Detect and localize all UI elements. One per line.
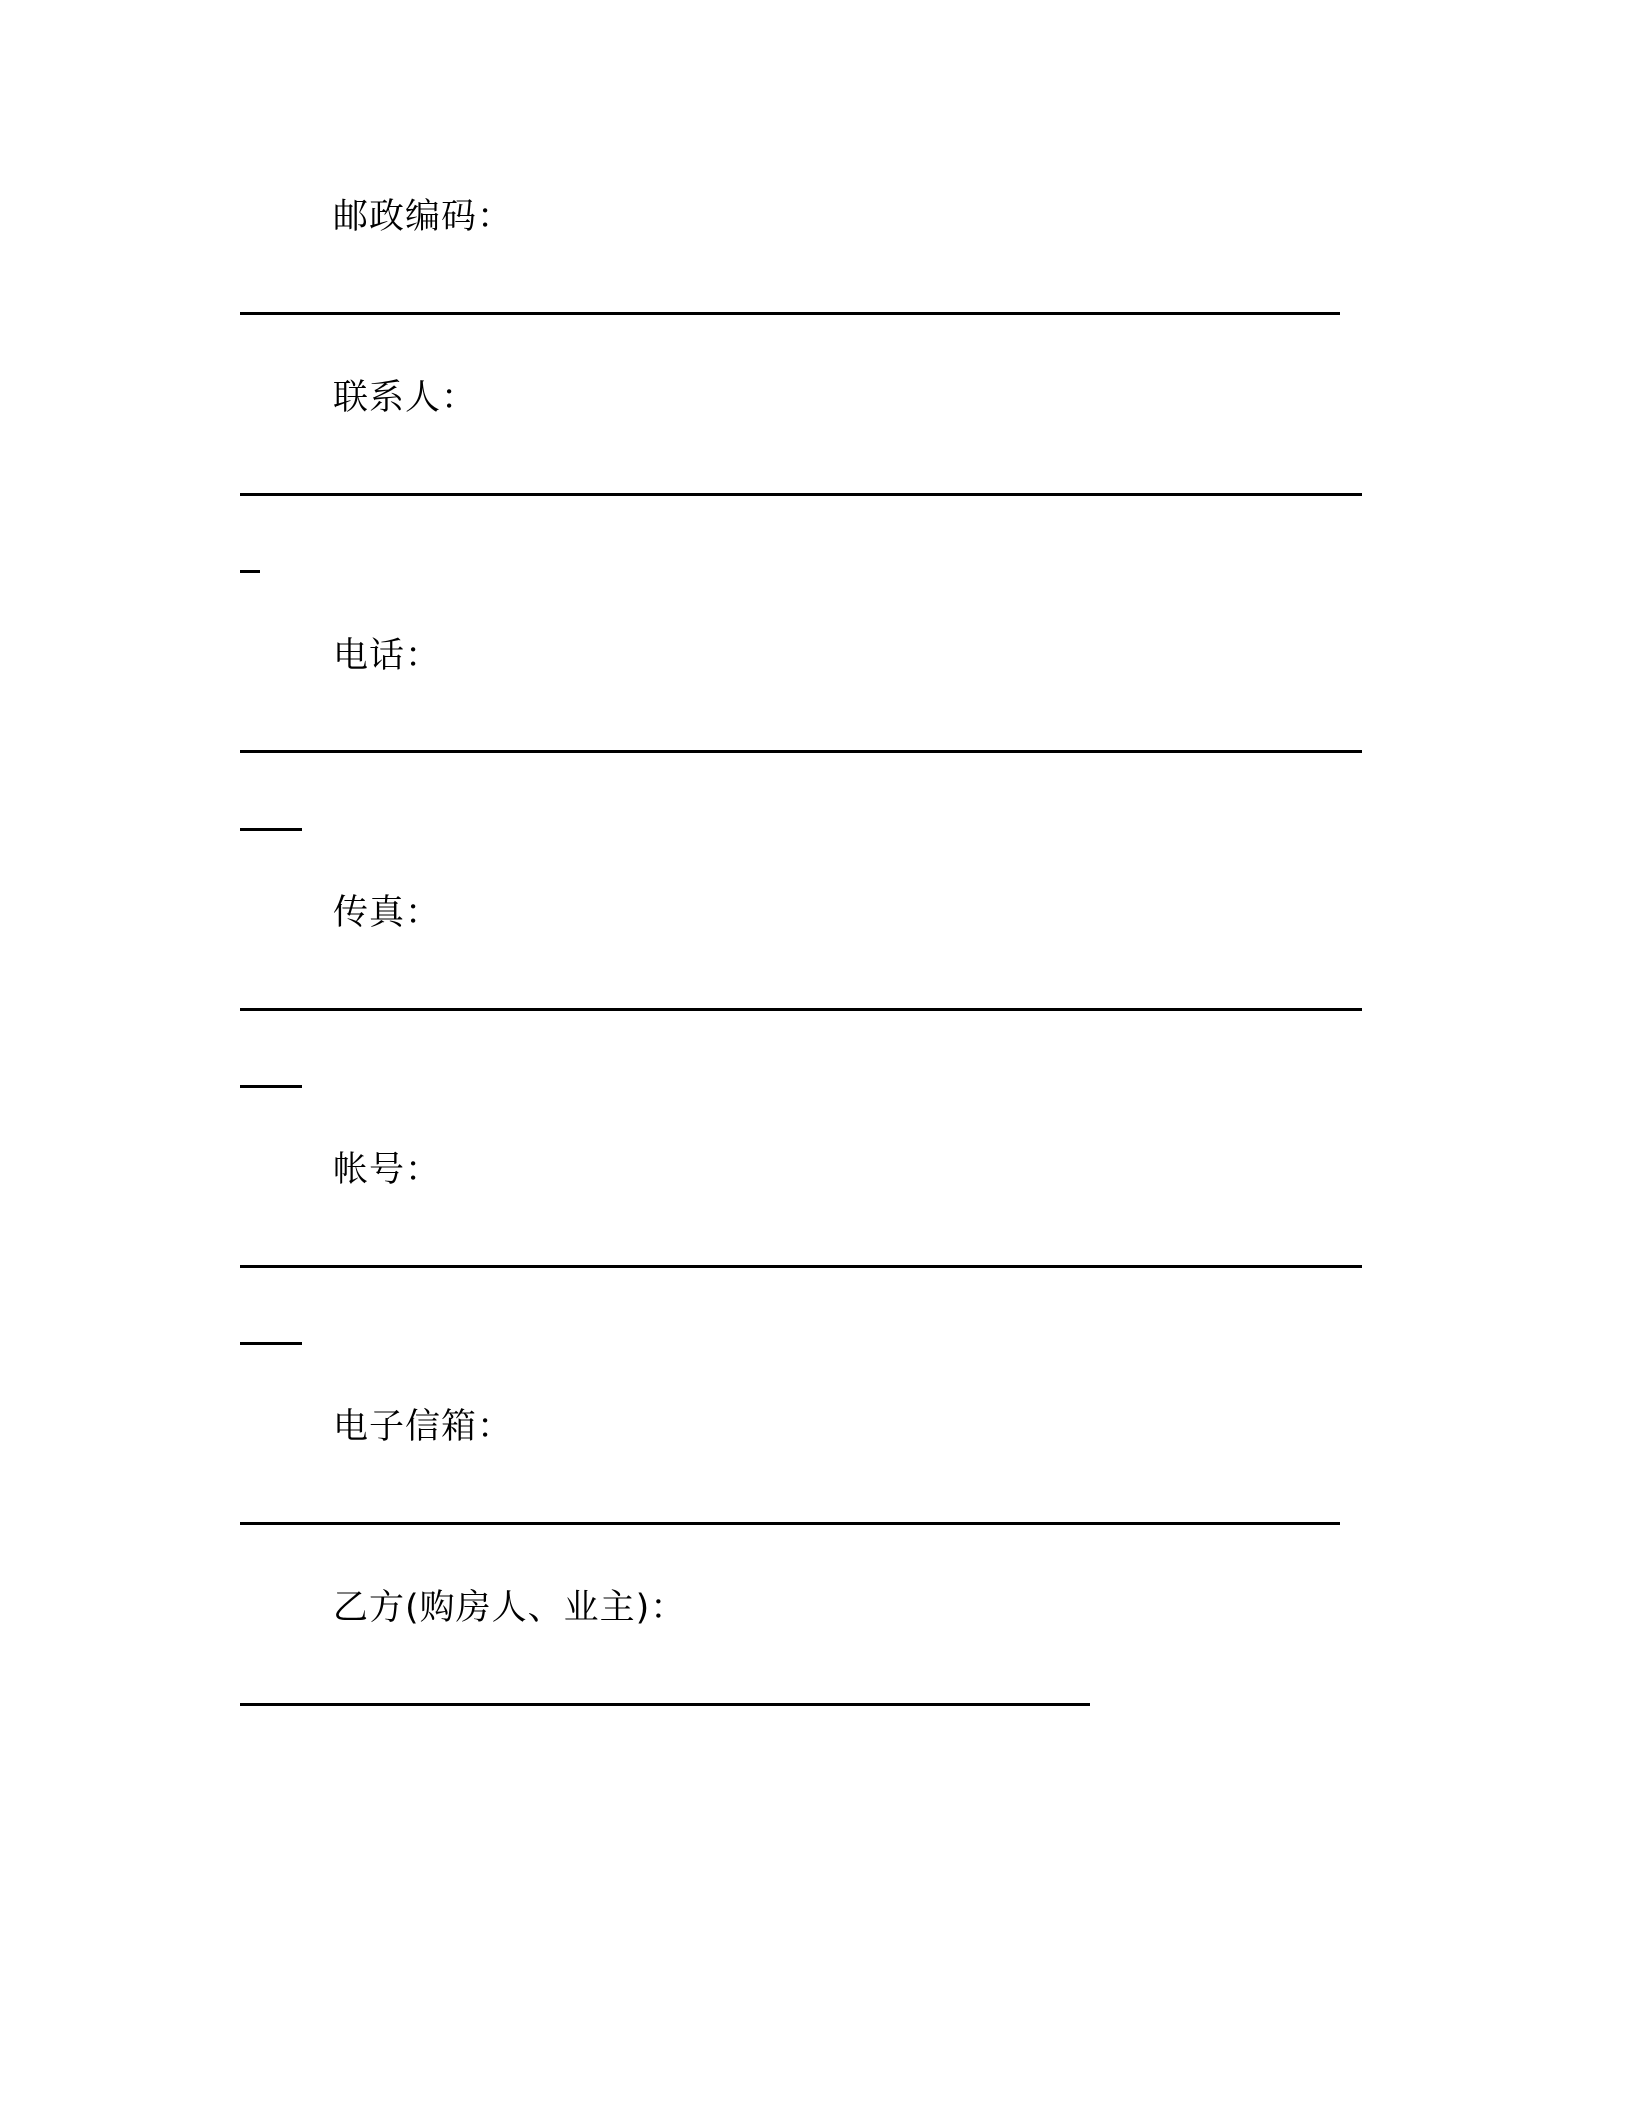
phone-blank-line bbox=[240, 750, 1362, 753]
account-number-blank-line-continued bbox=[240, 1342, 302, 1345]
contact-person-blank-line-continued bbox=[240, 570, 260, 573]
party-b-label: 乙方(购房人、业主)： bbox=[333, 1588, 687, 1628]
fax-blank-line bbox=[240, 1008, 1362, 1011]
email-blank-line bbox=[240, 1522, 1340, 1525]
account-number-blank-line bbox=[240, 1265, 1362, 1268]
fax-label: 传真： bbox=[333, 893, 442, 933]
contact-person-blank-line bbox=[240, 493, 1362, 496]
postal-code-label: 邮政编码： bbox=[333, 197, 514, 237]
postal-code-blank-line bbox=[240, 312, 1340, 315]
phone-label: 电话： bbox=[333, 636, 442, 676]
phone-blank-line-continued bbox=[240, 828, 302, 831]
fax-blank-line-continued bbox=[240, 1085, 302, 1088]
email-label: 电子信箱： bbox=[333, 1407, 514, 1447]
account-number-label: 帐号： bbox=[333, 1150, 442, 1190]
party-b-blank-line bbox=[240, 1703, 1090, 1706]
contact-person-label: 联系人： bbox=[333, 378, 478, 418]
